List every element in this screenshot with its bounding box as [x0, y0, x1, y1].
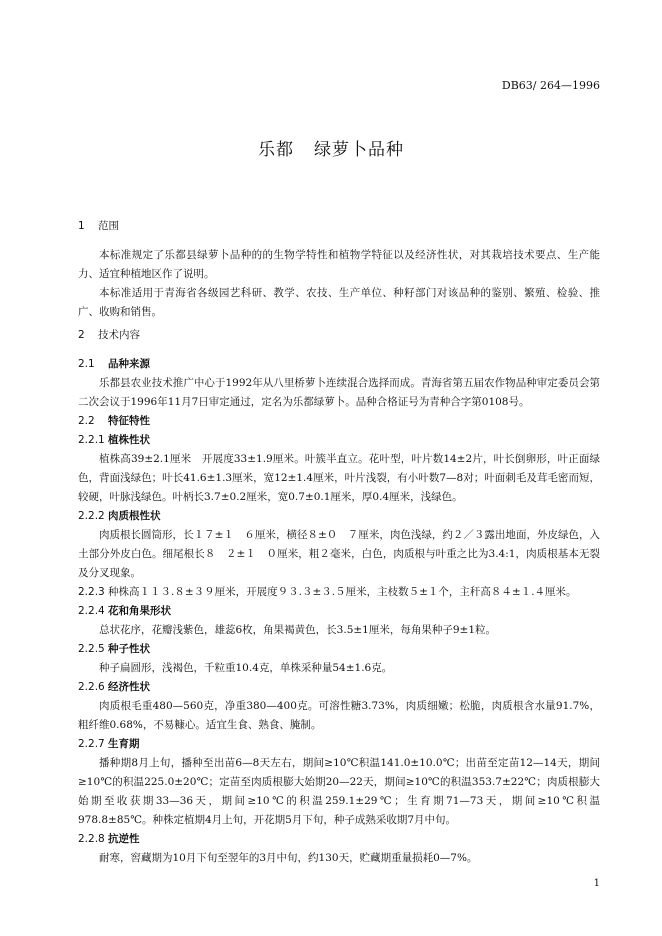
section-title: 肉质根性状: [108, 510, 161, 522]
section-number: 2: [78, 329, 85, 341]
section-title: 技术内容: [98, 329, 140, 341]
section-2-2-4-heading: [78, 602, 600, 621]
section-2-2-8-heading: [78, 830, 600, 849]
section-title: 植株性状: [108, 434, 150, 446]
section-title: 经济性状: [108, 681, 150, 693]
seed-plant-text: 种株高１１３.８±３９厘米，开展度９３.３±３.５厘米，主枝数５±１个，主秆高８４±１.４厘米。: [108, 586, 577, 598]
section-2-2-6-heading: [78, 678, 600, 697]
section-number: 2.2.6: [78, 681, 105, 693]
title-part-1: 乐都: [258, 140, 294, 160]
section-title: 生育期: [108, 738, 140, 750]
page-number: 1: [593, 878, 600, 889]
document-code: DB63/ 264—1996: [501, 79, 600, 92]
section-title: 范围: [98, 220, 119, 232]
section-number: 2.2.8: [78, 833, 105, 845]
section-number: 2.1: [78, 358, 95, 370]
section-2-2-1-heading: [78, 431, 600, 450]
root-traits-paragraph: 肉质根长圆筒形，长１７±１ ６厘米，横径８±０ ７厘米，肉色浅绿，约２／３露出地面，外皮绿色，入土部分外皮白色。细尾根长８ ２±１ ０厘米，粗２毫米，白色，肉质根与叶重之比为3.4:1，肉质根基本无裂及分叉现象。: [78, 529, 600, 579]
section-2-2-3-line: [78, 583, 600, 602]
section-number: 2.2: [78, 415, 95, 427]
section-2-2-2-heading: [78, 507, 600, 526]
section-title: 品种来源: [108, 358, 150, 370]
seed-traits-paragraph: 种子扁圆形，浅褐色，千粒重10.4克，单株采种量54±1.6克。: [99, 662, 393, 674]
section-number: 2.2.3: [78, 586, 105, 598]
section-title: 特征特性: [108, 415, 150, 427]
section-title: 抗逆性: [108, 833, 140, 845]
section-title: 花和角果形状: [108, 605, 171, 617]
document-title: [0, 135, 662, 160]
section-2-1-heading: [78, 355, 600, 374]
section-title: 种子性状: [108, 643, 150, 655]
flower-pod-paragraph: 总状花序，花瓣浅紫色，雄蕊6枚，角果褐黄色，长3.5±1厘米，每角果种子9±1粒。: [99, 624, 497, 636]
scope-paragraph-1: 本标准规定了乐都县绿萝卜品种的的生物学特性和植物学特征以及经济性状，对其栽培技术要点、生产能力、适宜种植地区作了说明。: [78, 249, 600, 280]
title-part-2: 绿萝卜品种: [314, 140, 404, 160]
section-number: 2.2.5: [78, 643, 105, 655]
variety-origin-paragraph: 乐都县农业技术推广中心于1992年从八里桥萝卜连续混合选择而成。青海省第五届农作物品种审定委员会第二次会议于1996年11月7日审定通过，定名为乐都绿萝卜。品种合格证号为青种合字第0108号。: [78, 377, 600, 408]
section-2-2-7-heading: [78, 735, 600, 754]
document-body: [78, 217, 600, 868]
scope-paragraph-2: 本标准适用于青海省各级园艺科研、教学、农技、生产单位、种籽部门对该品种的鉴别、繁殖、检验、推广、收购和销售。: [78, 287, 600, 318]
section-number: 1: [78, 220, 85, 232]
section-number: 2.2.2: [78, 510, 105, 522]
section-2-heading: [78, 326, 600, 345]
stress-resistance-paragraph: 耐寒，窖藏期为10月下旬至翌年的3月中旬，约130天，贮藏期重量损耗0—7%。: [99, 852, 478, 864]
section-number: 2.2.7: [78, 738, 105, 750]
section-1-heading: [78, 217, 600, 236]
section-number: 2.2.1: [78, 434, 105, 446]
economic-traits-paragraph: 肉质根毛重480—560克，净重380—400克。可溶性糖3.73%，肉质细嫩；松脆，肉质根含水量91.7%，粗纤维0.68%，不易糠心。适宜生食、熟食、腌制。: [78, 700, 600, 731]
plant-traits-paragraph: 植株高39±2.1厘米 开展度33±1.9厘米。叶簇半直立。花叶型，叶片数14±2片，叶长倒卵形，叶正面绿色，背面浅绿色；叶长41.6±1.3厘米，宽12±1.4厘米，叶片浅裂，有小叶数7—8对；叶面刺毛及茸毛密而短，较硬，叶脉浅绿色。叶柄长3.7±0.2厘米，宽0.7±0.1厘米，厚0.4厘米，浅绿色。: [78, 453, 600, 503]
section-number: 2.2.4: [78, 605, 105, 617]
growth-period-paragraph: 播种期8月上旬，播种至出苗6—8天左右，期间≥10℃积温141.0±10.0℃；出苗至定苗12—14天，期间≥10℃的积温225.0±20℃；定苗至肉质根膨大始期20—22天，期间≥10℃的积温353.7±22℃；肉质根膨大始期至收获期33—36天，期间≥10℃的积温259.1±29℃；生育期71—73天，期间≥10℃积温978.8±85℃。种株定植期4月上旬，开花期5月下旬，种子成熟采收期7月中旬。: [78, 757, 600, 826]
section-2-2-5-heading: [78, 640, 600, 659]
section-2-2-heading: [78, 412, 600, 431]
